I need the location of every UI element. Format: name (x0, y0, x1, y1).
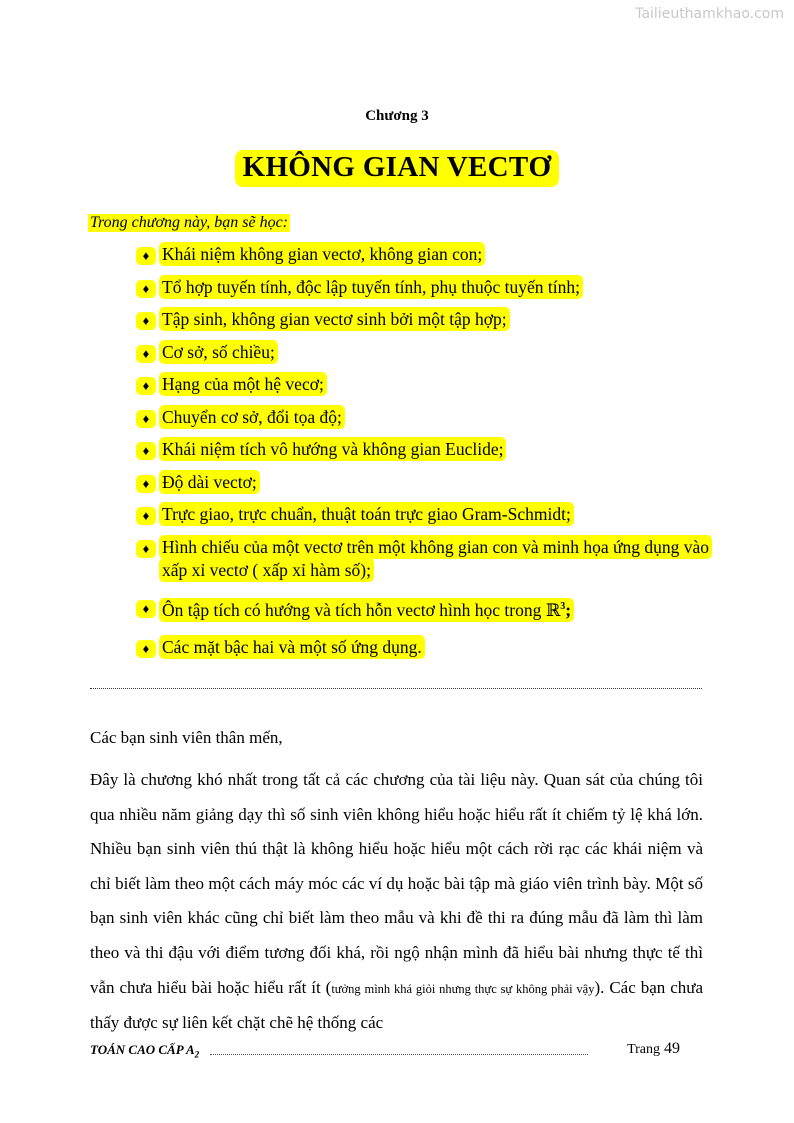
topic-item (133, 373, 713, 406)
topic-text: Hình chiếu của một vectơ trên một không gian con và minh họa ứng dụng vào xấp xỉ vectơ ( xấp xỉ hàm số); (159, 535, 712, 583)
topic-text: Chuyển cơ sở, đổi tọa độ; (159, 405, 345, 429)
topic-text: Hạng của một hệ vecơ; (159, 372, 327, 396)
topic-text: Độ dài vectơ; (159, 470, 260, 494)
topic-text: Các mặt bậc hai và một số ứng dụng. (159, 635, 425, 659)
diamond-bullet-icon: ♦ (136, 640, 156, 658)
topic-text: Tập sinh, không gian vectơ sinh bởi một tập hợp; (159, 307, 510, 331)
dotted-divider (90, 688, 702, 689)
page-number: Trang 49 (627, 1040, 680, 1057)
real-numbers-symbol: ℝ (545, 600, 561, 621)
superscript: 3 (560, 601, 566, 613)
topic-item (133, 596, 713, 636)
page-footer (90, 1040, 680, 1060)
topic-text: Khái niệm tích vô hướng và không gian Euclide; (159, 437, 506, 461)
diamond-bullet-icon: ♦ (136, 442, 156, 460)
topic-item (133, 636, 713, 666)
diamond-bullet-icon: ♦ (136, 312, 156, 330)
diamond-bullet-icon: ♦ (136, 475, 156, 493)
chapter-title: KHÔNG GIAN VECTƠ (235, 150, 560, 187)
diamond-bullet-icon: ♦ (136, 507, 156, 525)
topic-item (133, 438, 713, 471)
watermark: Tailieuthamkhao.com (635, 6, 784, 22)
topic-item (133, 471, 713, 504)
topic-text: Khái niệm không gian vectơ, không gian con; (159, 242, 485, 266)
diamond-bullet-icon: ♦ (136, 345, 156, 363)
diamond-bullet-icon: ♦ (136, 540, 156, 558)
footer-dotted-leader (210, 1054, 588, 1055)
topic-item (133, 503, 713, 536)
topic-list (133, 243, 713, 666)
topic-text: Cơ sở, số chiều; (159, 340, 278, 364)
topic-item (133, 276, 713, 309)
intro-text: Trong chương này, bạn sẽ học: (90, 214, 288, 231)
body-paragraph: Đây là chương khó nhất trong tất cả các chương của tài liệu này. Quan sát của chúng tôi qua nhiều năm giảng dạy thì số sinh viên không hiểu hoặc hiểu rất ít chiếm tỷ lệ khá lớn. Nhiều bạn sinh viên thú thật là không hiểu hoặc hiểu một cách rời rạc các khái niệm và chỉ biết làm theo một cách máy móc các ví dụ hoặc bài tập mà giáo viên trình bày. Một số bạn sinh viên khác cũng chỉ biết làm theo mẫu và khi đề thi ra đúng mẫu đã làm thì làm theo và thi đậu với điểm tương đối khá, rồi ngộ nhận mình đã hiểu bài nhưng thực tế thì vẫn chưa hiểu bài hoặc hiểu rất ít (tưởng mình khá giỏi nhưng thực sự không phải vậy). Các bạn chưa thấy được sự liên kết chặt chẽ hệ thống các (90, 770, 703, 1033)
topic-item (133, 406, 713, 439)
diamond-bullet-icon: ♦ (136, 247, 156, 265)
topic-item (133, 243, 713, 276)
greeting: Các bạn sinh viên thân mến, (90, 728, 283, 747)
topic-item (133, 308, 713, 341)
topic-text: Trực giao, trực chuẩn, thuật toán trực giao Gram-Schmidt; (159, 502, 574, 526)
diamond-bullet-icon: ♦ (136, 377, 156, 395)
diamond-bullet-icon: ♦ (136, 410, 156, 428)
topic-item (133, 536, 713, 596)
chapter-label: Chương 3 (365, 108, 429, 124)
topic-text: Ôn tập tích có hướng và tích hỗn vectơ hình học trong ℝ$^3$; (159, 598, 574, 622)
aside-text: tưởng mình khá giỏi nhưng thực sự không phải vậy (331, 981, 595, 996)
diamond-bullet-icon: ♦ (136, 600, 156, 618)
topic-item (133, 341, 713, 374)
topic-text: Tổ hợp tuyến tính, độc lập tuyến tính, phụ thuộc tuyến tính; (159, 275, 583, 299)
diamond-bullet-icon: ♦ (136, 280, 156, 298)
footer-course-title: TOÁN CAO CẤP $A_2$ (90, 1042, 200, 1060)
